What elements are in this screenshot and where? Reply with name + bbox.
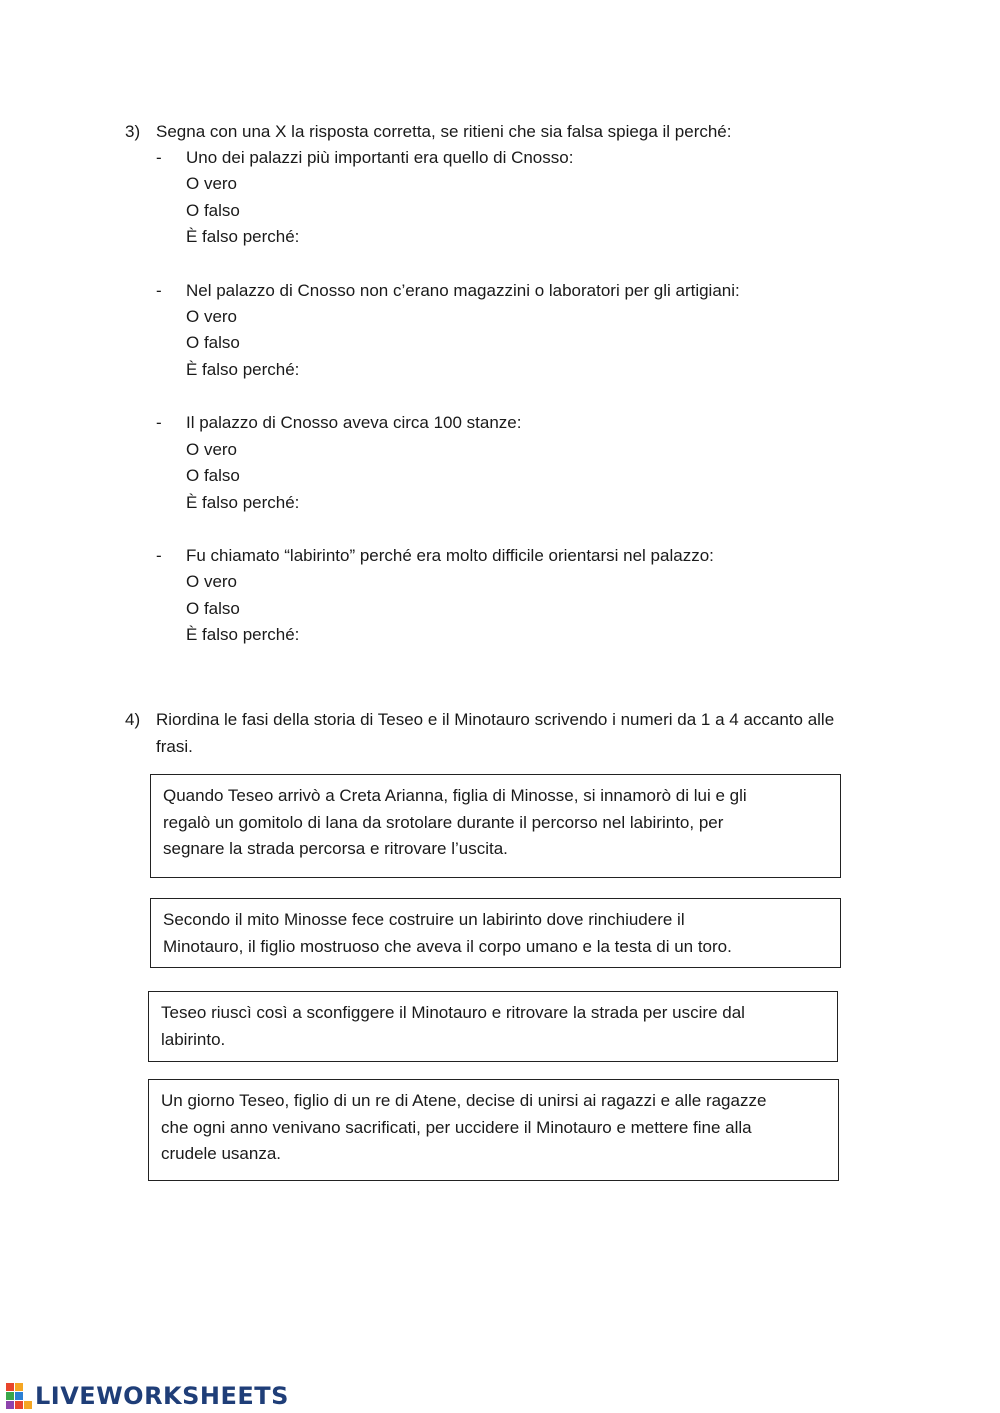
q3-item-statement: Fu chiamato “labirinto” perché era molto difficile orientarsi nel palazzo:	[186, 546, 714, 565]
story-phase-line: Quando Teseo arrivò a Creta Arianna, figlia di Minosse, si innamorò di lui e gli	[163, 786, 747, 805]
question-3-prompt: Segna con una X la risposta corretta, se ritieni che sia falsa spiega il perché:	[156, 122, 732, 141]
liveworksheets-logo	[6, 1382, 289, 1410]
q3-item-statement: Il palazzo di Cnosso aveva circa 100 stanze:	[186, 413, 522, 432]
bullet-dash: -	[156, 413, 162, 432]
story-phase-box[interactable]	[148, 1079, 839, 1181]
story-phase-line: labirinto.	[161, 1029, 226, 1049]
story-phase-line: regalò un gomitolo di lana da srotolare durante il percorso nel labirinto, per	[163, 812, 724, 832]
story-phase-box[interactable]	[150, 898, 841, 968]
logo-text: LIVEWORKSHEETS	[35, 1382, 289, 1410]
question-3-number: 3)	[125, 122, 141, 141]
option-falso[interactable]: O falso	[186, 599, 240, 618]
story-phase-line: che ogni anno venivano sacrificati, per uccidere il Minotauro e mettere fine alla	[161, 1117, 752, 1137]
option-falso[interactable]: O falso	[186, 201, 240, 220]
story-phase-box[interactable]	[148, 991, 838, 1062]
question-4-prompt: Riordina le fasi della storia di Teseo e il Minotauro scrivendo i numeri da 1 a 4 accanto alle	[156, 710, 835, 729]
option-vero[interactable]: O vero	[186, 174, 238, 193]
bullet-dash: -	[156, 281, 162, 300]
option-vero[interactable]: O vero	[186, 572, 238, 591]
question-4-number: 4)	[125, 710, 141, 729]
story-phase-line: crudele usanza.	[161, 1144, 282, 1163]
story-phase-line: segnare la strada percorsa e ritrovare l’uscita.	[163, 839, 508, 858]
option-falso[interactable]: O falso	[186, 333, 240, 352]
falso-perche-label: È falso perché:	[186, 625, 300, 644]
bullet-dash: -	[156, 546, 162, 565]
story-phase-box[interactable]	[150, 774, 841, 878]
story-phase-line: Un giorno Teseo, figlio di un re di Atene, decise di unirsi ai ragazzi e alle ragazze	[161, 1091, 767, 1110]
option-vero[interactable]: O vero	[186, 440, 238, 459]
logo-blocks-icon	[6, 1383, 32, 1409]
story-phase-line: Teseo riuscì così a sconfiggere il Minotauro e ritrovare la strada per uscire dal	[161, 1003, 745, 1022]
falso-perche-label: È falso perché:	[186, 360, 300, 379]
q3-item-statement: Uno dei palazzi più importanti era quello di Cnosso:	[186, 148, 574, 167]
option-falso[interactable]: O falso	[186, 466, 240, 485]
question-4-prompt-continued: frasi.	[156, 737, 193, 756]
story-phase-line: Minotauro, il figlio mostruoso che aveva il corpo umano e la testa di un toro.	[163, 936, 732, 956]
q3-item-statement: Nel palazzo di Cnosso non c’erano magazzini o laboratori per gli artigiani:	[186, 281, 740, 300]
option-vero[interactable]: O vero	[186, 307, 238, 326]
story-phase-line: Secondo il mito Minosse fece costruire un labirinto dove rinchiudere il	[163, 910, 685, 929]
bullet-dash: -	[156, 148, 162, 167]
falso-perche-label: È falso perché:	[186, 493, 300, 512]
falso-perche-label: È falso perché:	[186, 227, 300, 246]
